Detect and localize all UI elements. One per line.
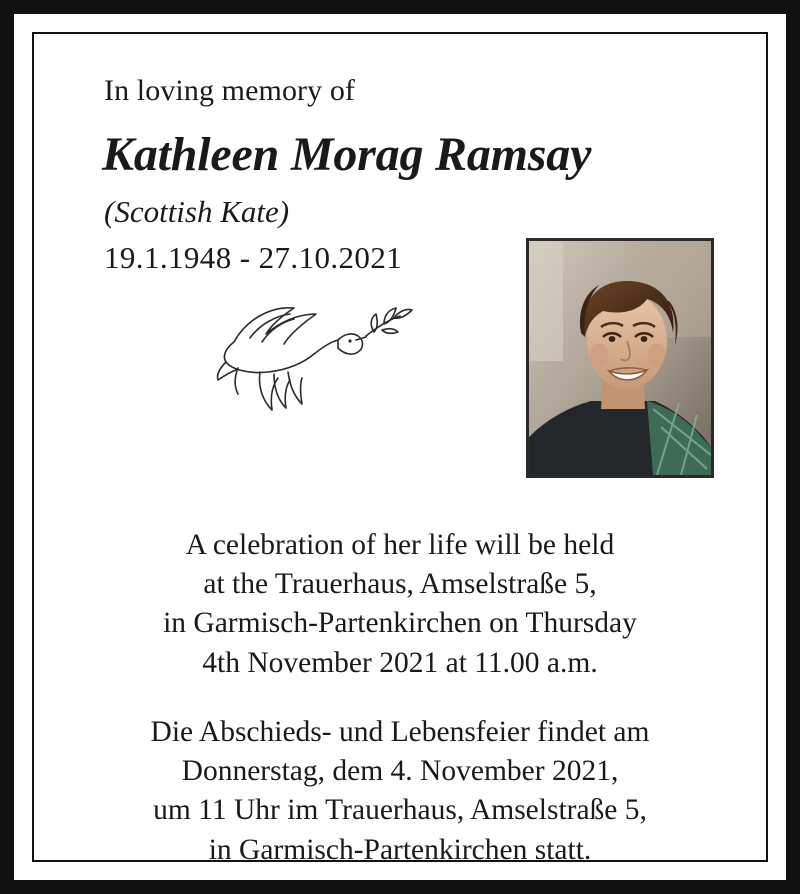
celebration-line: in Garmisch-Partenkirchen on Thursday <box>163 607 637 640</box>
celebration-line: A celebration of her life will be held <box>185 529 615 561</box>
intro-text: In loving memory of <box>104 74 356 107</box>
celebration-text-english <box>72 526 728 683</box>
celebration-text-german <box>72 713 728 870</box>
german-line: Die Abschieds- und Lebensfeier findet am <box>150 715 650 748</box>
portrait-photograph <box>526 238 714 478</box>
german-line: in Garmisch-Partenkirchen statt. <box>208 833 592 866</box>
deceased-name: Kathleen Morag Ramsay <box>102 128 592 181</box>
obituary-notice-inner-border <box>32 32 768 866</box>
celebration-line: at the Trauerhaus, Amselstraße 5, <box>203 568 597 601</box>
life-dates: 19.1.1948 - 27.10.2021 <box>104 240 403 275</box>
german-line: Donnerstag, dem 4. November 2021, <box>181 755 619 788</box>
celebration-line: 4th November 2021 at 11.00 a.m. <box>202 646 598 679</box>
dove-with-olive-branch-icon <box>198 290 413 430</box>
illustration-row <box>68 276 732 526</box>
deceased-alias: (Scottish Kate) <box>104 194 290 229</box>
german-line: um 11 Uhr im Trauerhaus, Amselstraße 5, <box>153 794 647 827</box>
obituary-content <box>34 34 766 866</box>
